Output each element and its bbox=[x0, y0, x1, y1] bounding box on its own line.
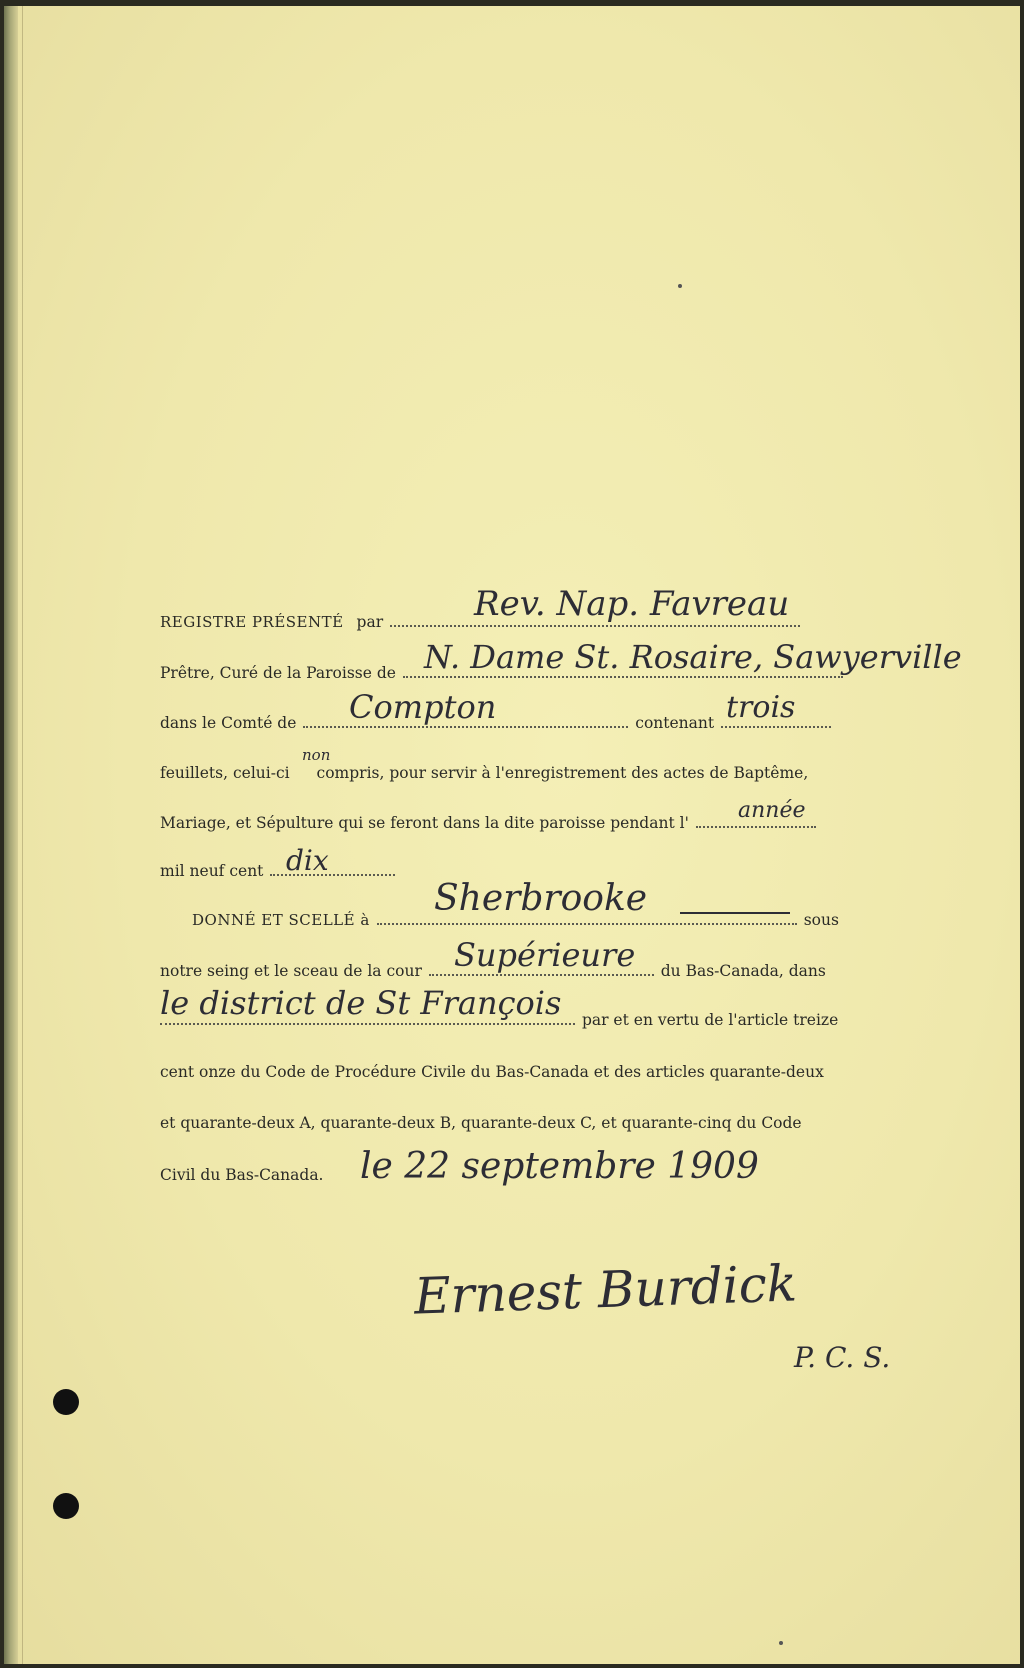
fill-line-period bbox=[696, 825, 816, 828]
label-donne-scelle: DONNÉ ET SCELLÉ à bbox=[192, 911, 370, 929]
fill-line-presenter bbox=[390, 624, 800, 627]
label-bas-canada-dans: du Bas-Canada, dans bbox=[660, 962, 826, 980]
hw-signature: Ernest Burdick bbox=[413, 1254, 798, 1326]
paper-speck bbox=[678, 284, 682, 288]
hw-court: Supérieure bbox=[454, 936, 636, 974]
line-code-procedure bbox=[160, 1063, 860, 1081]
fill-line-leaves bbox=[721, 725, 831, 728]
label-comte: dans le Comté de bbox=[160, 714, 297, 732]
binding-edge bbox=[22, 6, 23, 1664]
label-par: par bbox=[356, 613, 384, 631]
hw-date: le 22 septembre 1909 bbox=[360, 1146, 759, 1187]
hw-year: dix bbox=[286, 844, 329, 877]
hw-signature-title: P. C. S. bbox=[794, 1341, 891, 1374]
binder-hole-lower bbox=[53, 1493, 79, 1519]
binding-spine bbox=[4, 6, 18, 1664]
text-code-procedure: cent onze du Code de Procédure Civile du Bas-Canada et des articles quarante-deux bbox=[160, 1063, 824, 1081]
hw-presenter: Rev. Nap. Favreau bbox=[474, 584, 790, 624]
binder-hole-upper bbox=[53, 1389, 79, 1415]
hw-place-dash bbox=[680, 912, 790, 914]
label-feuillets: feuillets, celui-ci bbox=[160, 764, 290, 782]
label-mil-neuf-cent: mil neuf cent bbox=[160, 862, 264, 880]
label-sous: sous bbox=[803, 911, 839, 929]
text-civil-bas-canada: Civil du Bas-Canada. bbox=[160, 1166, 324, 1184]
label-seing-sceau-cour: notre seing et le sceau de la cour bbox=[160, 962, 422, 980]
line-quarante bbox=[160, 1114, 860, 1132]
label-mariage-sepulture: Mariage, et Sépulture qui se feront dans la dite paroisse pendant l' bbox=[160, 814, 689, 832]
line-feuillets bbox=[160, 764, 860, 782]
fill-line-district bbox=[160, 1022, 575, 1025]
hw-place: Sherbrooke bbox=[434, 878, 648, 919]
label-cure-paroisse: Prêtre, Curé de la Paroisse de bbox=[160, 664, 396, 682]
document-page bbox=[4, 6, 1020, 1664]
hw-inserted-non: non bbox=[302, 746, 331, 764]
hw-county: Compton bbox=[349, 688, 497, 726]
text-quarante-deux: et quarante-deux A, quarante-deux B, quarante-deux C, et quarante-cinq du Code bbox=[160, 1114, 802, 1132]
label-compris-baptême: compris, pour servir à l'enregistrement des actes de Baptême, bbox=[316, 764, 809, 782]
hw-leaves: trois bbox=[726, 690, 796, 725]
label-contenant: contenant bbox=[635, 714, 715, 732]
hw-district: le district de St François bbox=[160, 984, 562, 1022]
label-par-en-vertu: par et en vertu de l'article treize bbox=[581, 1011, 839, 1029]
hw-parish: N. Dame St. Rosaire, Sawyerville bbox=[424, 638, 962, 676]
fill-line-place bbox=[377, 922, 797, 925]
hw-period: année bbox=[738, 798, 806, 823]
label-registre-presente: REGISTRE PRÉSENTÉ bbox=[160, 613, 344, 631]
paper-speck bbox=[779, 1641, 783, 1645]
